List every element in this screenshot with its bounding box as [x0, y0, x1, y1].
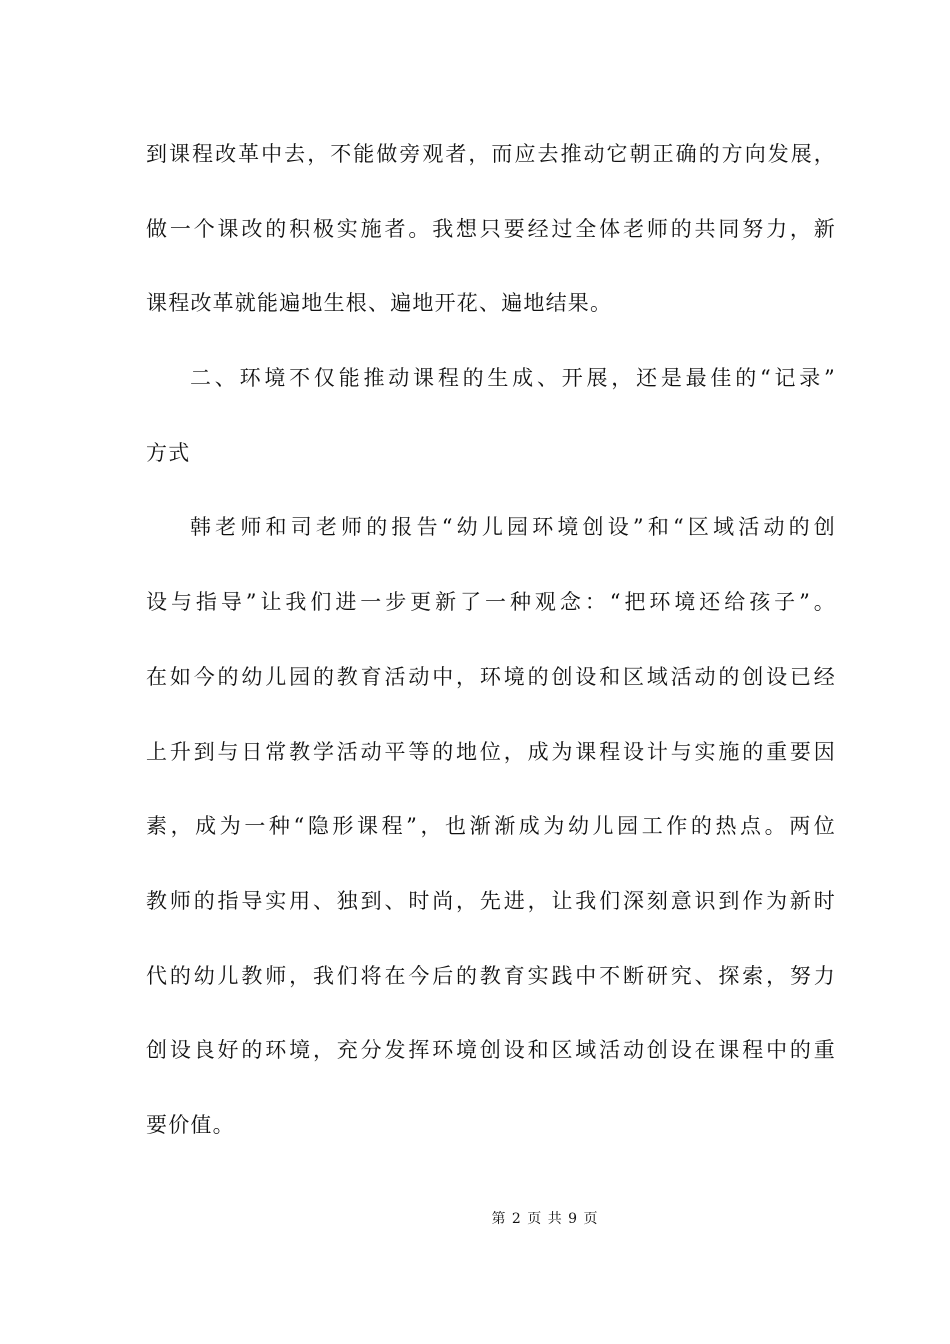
text-line: 在如今的幼儿园的教育活动中，环境的创设和区域活动的创设已经 [146, 664, 836, 689]
text-line: 要价值。 [146, 1112, 235, 1137]
text-line: 设与指导”让我们进一步更新了一种观念：“把环境还给孩子”。 [146, 590, 836, 615]
text-line: 素，成为一种“隐形课程”，也渐渐成为幼儿园工作的热点。两位 [146, 814, 836, 839]
text-line: 代的幼儿教师，我们将在今后的教育实践中不断研究、探索，努力 [146, 963, 836, 988]
text-line: 上升到与日常教学活动平等的地位，成为课程设计与实施的重要因 [146, 739, 836, 764]
text-line: 到课程改革中去，不能做旁观者，而应去推动它朝正确的方向发展， [146, 142, 836, 166]
text-line: 方式 [146, 440, 191, 465]
text-line: 课程改革就能遍地生根、遍地开花、遍地结果。 [146, 291, 613, 316]
text-line: 创设良好的环境，充分发挥环境创设和区域活动创设在课程中的重 [146, 1038, 836, 1063]
text-line: 韩老师和司老师的报告“幼儿园环境创设”和“区域活动的创 [190, 515, 836, 540]
text-line: 二、环境不仅能推动课程的生成、开展，还是最佳的“记录” [190, 366, 836, 391]
text-line: 教师的指导实用、独到、时尚，先进，让我们深刻意识到作为新时 [146, 888, 836, 913]
text-line: 做一个课改的积极实施者。我想只要经过全体老师的共同努力，新 [146, 216, 836, 241]
body-text [146, 128, 836, 1174]
page-footer: 第 2 页 共 9 页 [491, 1211, 599, 1227]
